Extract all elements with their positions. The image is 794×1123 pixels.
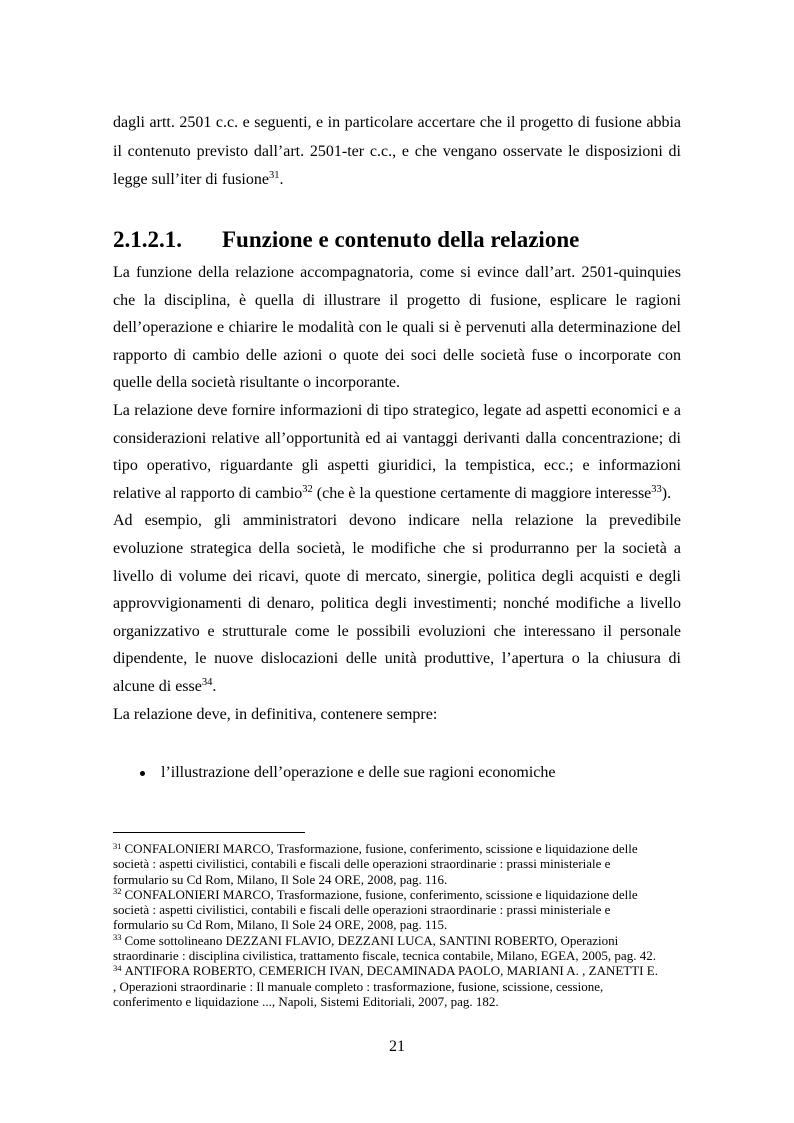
footnote-ref-32: 32 <box>302 483 313 495</box>
footnote-33 <box>113 933 681 964</box>
text-line <box>113 480 681 508</box>
continuation-paragraph <box>113 109 681 195</box>
line-text: (che è la questione certamente di maggiore interesse <box>312 484 652 502</box>
footnote-text: Come sottolineano DEZZANI FLAVIO, DEZZANI LUCA, SANTINI ROBERTO, Operazioni <box>124 932 619 948</box>
text-line: rapporto di cambio delle azioni o quote dei soci delle società fuse o incorporate con <box>113 346 681 364</box>
page-number: 21 <box>389 1038 405 1055</box>
paragraph <box>113 397 681 507</box>
paragraph <box>113 507 681 700</box>
section-title: Funzione e contenuto della relazione <box>222 227 580 252</box>
footnote-separator <box>113 832 305 833</box>
section-heading <box>113 224 579 256</box>
text-line <box>113 166 681 195</box>
line-text: alcune di esse <box>113 677 202 695</box>
bullet-icon <box>140 771 145 776</box>
footnote-ref-34: 34 <box>201 676 213 688</box>
footnote-line: formulario su Cd Rom, Milano, Il Sole 24 ORE, 2008, pag. 115. <box>113 917 448 933</box>
text-line: il contenuto previsto dall’art. 2501-ter c.c., e che vengano osservate le disposizioni di <box>113 142 681 160</box>
text-line: La relazione deve fornire informazioni di tipo strategico, legate ad aspetti economici e a <box>113 401 681 419</box>
footnote-line: società : aspetti civilistici, contabili e fiscali delle operazioni straordinarie : prassi ministeriale e <box>113 902 611 918</box>
text-line: dagli artt. 2501 c.c. e seguenti, e in particolare accertare che il progetto di fusione abbia <box>113 114 681 131</box>
text-line: quelle della società risultante o incorporante. <box>113 374 400 392</box>
footnote-number: 31 <box>113 840 122 851</box>
footnote-ref-31: 31 <box>268 170 280 181</box>
text-line: approvvigionamenti di denaro, politica degli investimenti; nonché modifiche a livello <box>113 595 681 613</box>
footnote-text: ANTIFORA ROBERTO, CEMERICH IVAN, DECAMINADA PAOLO, MARIANI A. , ZANETTI E. <box>124 963 658 979</box>
text-line: che la disciplina, è quella di illustrare il progetto di fusione, esplicare le ragioni <box>113 291 681 309</box>
footnote-line <box>113 963 681 978</box>
text-line: dell’operazione e chiarire le modalità con le quali si è pervenuti alla determinazione del <box>113 319 681 337</box>
footnotes <box>113 841 681 1009</box>
list-item <box>113 759 681 787</box>
footnote-text: CONFALONIERI MARCO, Trasformazione, fusione, conferimento, scissione e liquidazione delle <box>124 841 638 856</box>
footnote-number: 33 <box>113 932 122 943</box>
text-line: dipendente, le nuove dislocazioni delle unità produttive, l’apertura o la chiusura di <box>113 650 681 668</box>
text-line: organizzativo e strutturale come le possibili evoluzioni che interessano il personale <box>113 622 681 640</box>
text-line: tipo operativo, riguardante gli aspetti giuridici, la tempistica, ecc.; e informazioni <box>113 457 681 475</box>
footnote-ref-33: 33 <box>651 483 662 495</box>
footnote-31 <box>113 841 681 887</box>
text-line <box>113 673 681 701</box>
footnote-number: 32 <box>113 886 122 897</box>
section-number: 2.1.2.1. <box>113 227 182 252</box>
footnote-number: 34 <box>113 962 122 973</box>
line-text: . <box>212 677 217 695</box>
list-item-text: l’illustrazione dell’operazione e delle sue ragioni economiche <box>161 764 556 781</box>
paragraph <box>113 701 681 729</box>
bullet-list <box>113 759 681 787</box>
footnote-line <box>113 841 681 856</box>
footnote-line: formulario su Cd Rom, Milano, Il Sole 24 ORE, 2008, pag. 116. <box>113 871 448 887</box>
footnote-line: conferimento e liquidazione ..., Napoli, Sistemi Editoriali, 2007, pag. 182. <box>113 993 499 1009</box>
line-text: legge sull’iter di fusione <box>113 171 269 188</box>
footnote-line: straordinarie : disciplina civilistica, trattamento fiscale, tecnica contabile, Milano, EGEA, 2005, pag. 42. <box>113 948 656 964</box>
text-line: evoluzione strategica della società, le modifiche che si produrranno per la società a <box>113 539 681 557</box>
line-text: ). <box>661 484 672 502</box>
section-body <box>113 259 681 728</box>
footnote-line: , Operazioni straordinarie : Il manuale completo : trasformazione, fusione, scissione, cessione, <box>113 978 604 994</box>
footnote-34 <box>113 963 681 1009</box>
text-line: Ad esempio, gli amministratori devono indicare nella relazione la prevedibile <box>113 512 681 530</box>
text-line: livello di volume dei ricavi, quote di mercato, sinergie, politica degli acquisti e degli <box>113 567 681 585</box>
text-line: La funzione della relazione accompagnatoria, come si evince dall’art. 2501-quinquies <box>113 264 681 281</box>
footnote-line <box>113 933 681 948</box>
line-text: . <box>279 171 284 188</box>
line-text: relative al rapporto di cambio <box>113 484 303 502</box>
text-line: considerazioni relative all’opportunità ed ai vantaggi derivanti dalla concentrazione; di <box>113 429 681 447</box>
paragraph <box>113 259 681 397</box>
text-line: La relazione deve, in definitiva, contenere sempre: <box>113 705 438 723</box>
footnote-line: società : aspetti civilistici, contabili e fiscali delle operazioni straordinarie : prassi ministeriale e <box>113 856 611 872</box>
footnote-text: CONFALONIERI MARCO, Trasformazione, fusione, conferimento, scissione e liquidazione delle <box>124 886 638 902</box>
footnote-line <box>113 887 681 902</box>
footnote-32 <box>113 887 681 933</box>
